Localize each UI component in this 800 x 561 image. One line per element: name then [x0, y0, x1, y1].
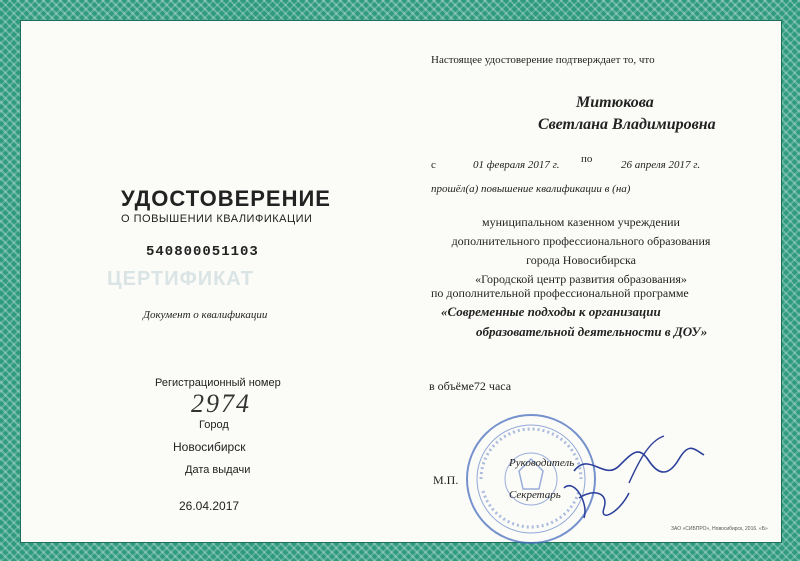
org-line-2: дополнительного профессионального образования: [451, 234, 711, 248]
passed-text: прошёл(а) повышение квалификации в (на): [431, 183, 631, 195]
issue-date-label: Дата выдачи: [185, 464, 251, 476]
volume-text: в объёме72 часа: [429, 379, 512, 393]
registration-label: Регистрационный номер: [155, 377, 281, 389]
program-line-2: образовательной деятельности в ДОУ»: [476, 324, 708, 339]
to-date: 26 апреля 2017 г.: [621, 159, 701, 171]
registration-number: 2974: [191, 389, 251, 418]
intro-text: Настоящее удостоверение подтверждает то, что: [431, 54, 655, 66]
org-line-1: муниципальном казенном учреждении: [482, 215, 680, 229]
org-line-4: «Городской центр развития образования»: [475, 272, 687, 286]
program-intro: по дополнительной профессиональной программе: [431, 286, 689, 300]
bleed-through-text: ЦЕРТИФИКАТ: [107, 268, 254, 290]
head-label: Руководитель: [509, 457, 575, 469]
certificate-subtitle: О ПОВЫШЕНИИ КВАЛИФИКАЦИИ: [121, 213, 313, 225]
secretary-signature: [559, 473, 639, 523]
recipient-name: Светлана Владимировна: [538, 116, 716, 133]
from-label: с: [431, 159, 436, 171]
org-line-3: города Новосибирска: [526, 253, 636, 267]
city-value: Новосибирск: [173, 440, 246, 454]
from-date: 01 февраля 2017 г.: [473, 159, 560, 171]
certificate-page: [20, 20, 782, 543]
stamp-place-label: М.П.: [433, 473, 459, 487]
secretary-label: Секретарь: [509, 489, 561, 501]
printer-footer: ЗАО «СИБПРО», Новосибирск, 2016. «Б»: [671, 526, 768, 532]
certificate-number: 540800051103: [146, 244, 259, 260]
to-label: по: [581, 153, 593, 165]
city-label: Город: [199, 419, 229, 431]
issue-date-value: 26.04.2017: [179, 499, 240, 513]
document-type: Документ о квалификации: [143, 309, 268, 321]
certificate-title: УДОСТОВЕРЕНИЕ: [121, 186, 331, 211]
recipient-surname: Митюкова: [576, 94, 654, 111]
organization-name: [431, 213, 731, 289]
program-line-1: «Современные подходы к организации: [441, 304, 661, 319]
